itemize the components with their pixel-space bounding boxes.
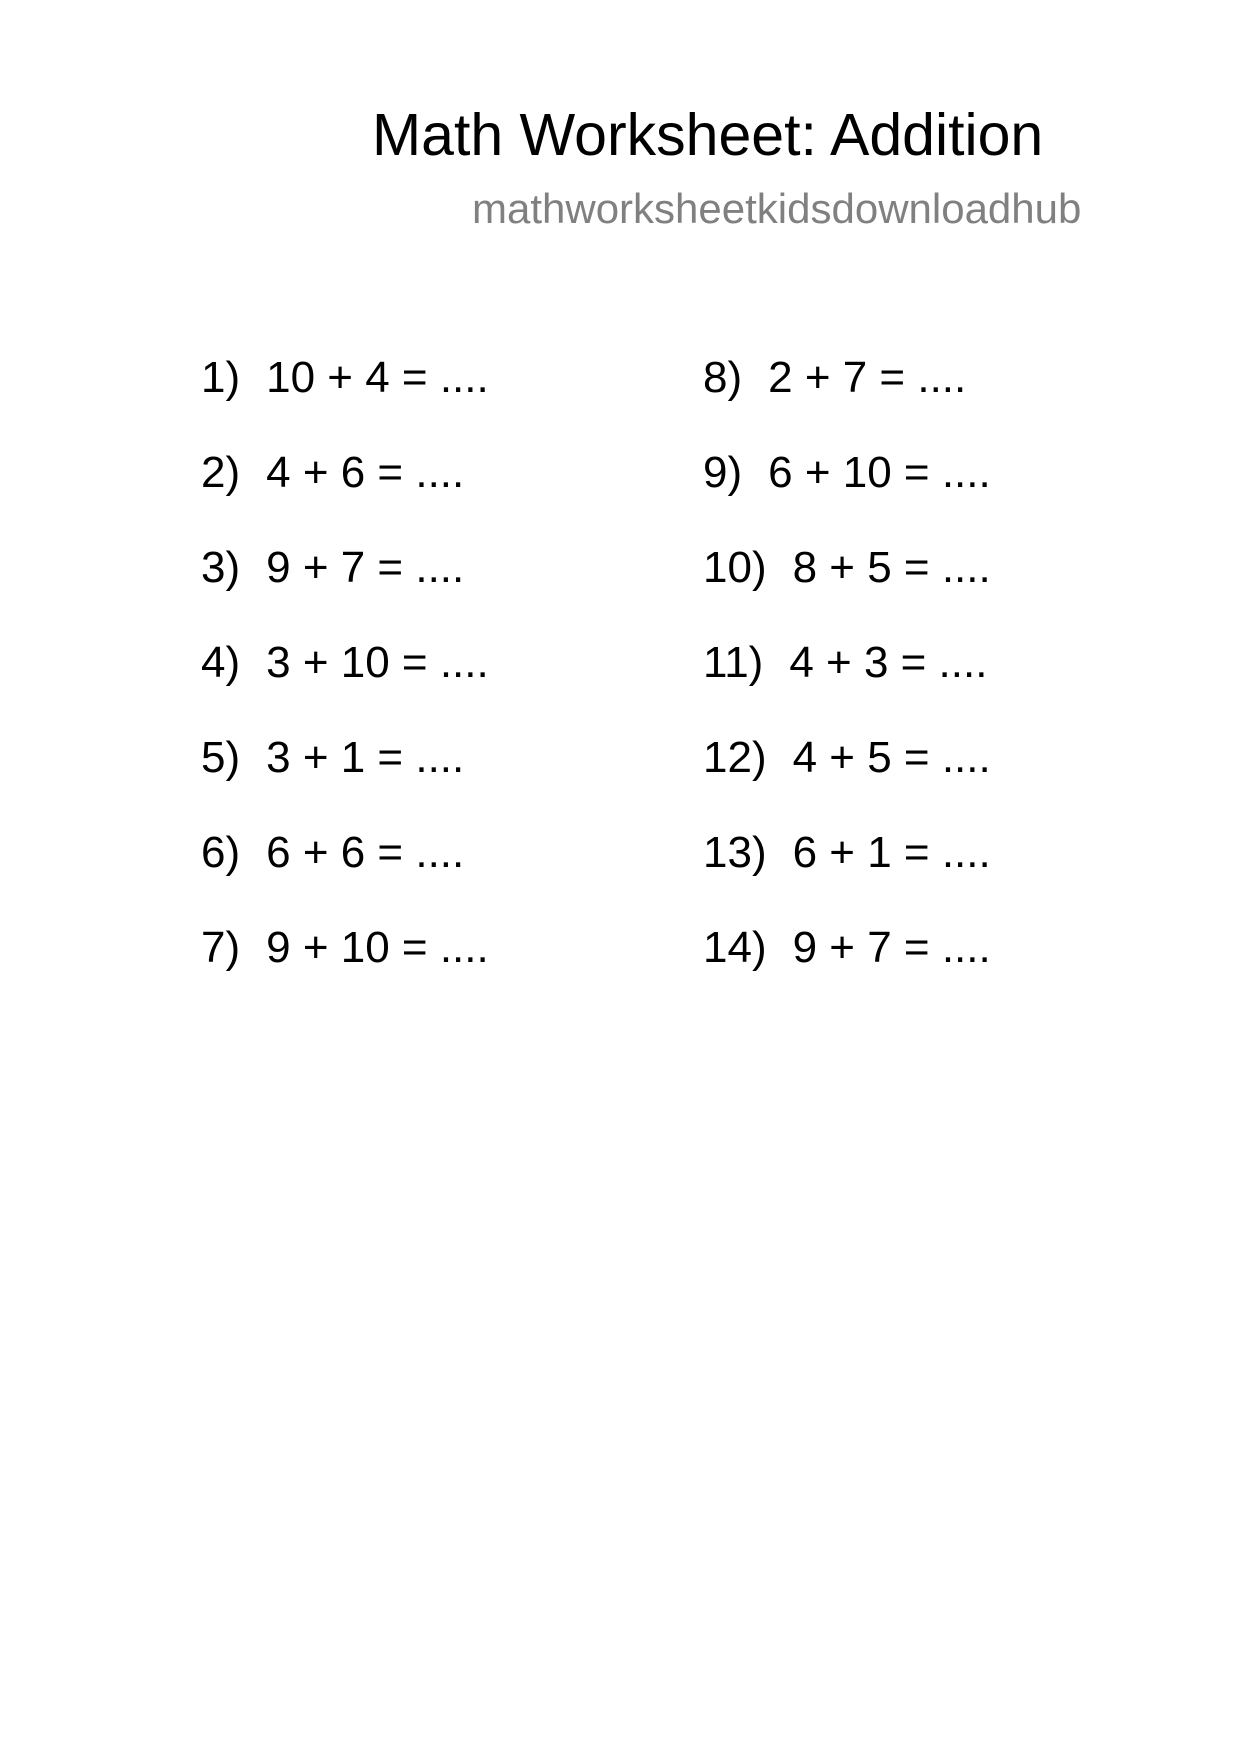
problem-item xyxy=(201,633,489,728)
problem-expression: 10 + 4 = .... xyxy=(266,353,489,402)
page-subtitle: mathworksheetkidsdownloadhub xyxy=(472,185,1082,232)
problem-expression: 6 + 6 = .... xyxy=(266,828,465,877)
problem-item xyxy=(703,443,991,538)
problem-expression: 6 + 10 = .... xyxy=(768,448,991,497)
problem-number: 4) xyxy=(201,638,241,687)
problem-expression: 9 + 10 = .... xyxy=(266,923,489,972)
problem-number: 14) xyxy=(703,923,767,972)
problem-item xyxy=(201,538,489,633)
problem-expression: 4 + 6 = .... xyxy=(266,448,465,497)
problem-number: 13) xyxy=(703,828,767,877)
problem-expression: 6 + 1 = .... xyxy=(792,828,991,877)
problem-item xyxy=(703,728,991,823)
problem-item xyxy=(703,633,991,728)
page-title: Math Worksheet: Addition xyxy=(372,102,1044,168)
problem-item xyxy=(201,348,489,443)
problem-number: 1) xyxy=(201,353,241,402)
problem-number: 6) xyxy=(201,828,241,877)
problem-number: 8) xyxy=(703,353,743,402)
problem-item xyxy=(703,823,991,918)
problem-item xyxy=(703,918,991,1013)
problem-expression: 8 + 5 = .... xyxy=(792,543,991,592)
problem-item xyxy=(201,918,489,1013)
problem-item xyxy=(201,728,489,823)
problem-item xyxy=(201,443,489,538)
problem-expression: 2 + 7 = .... xyxy=(768,353,967,402)
problem-number: 11) xyxy=(703,638,764,687)
problem-item xyxy=(201,823,489,918)
problem-expression: 9 + 7 = .... xyxy=(266,543,465,592)
problem-expression: 4 + 5 = .... xyxy=(792,733,991,782)
problem-number: 7) xyxy=(201,923,241,972)
problem-expression: 9 + 7 = .... xyxy=(792,923,991,972)
problem-number: 9) xyxy=(703,448,743,497)
problem-expression: 4 + 3 = .... xyxy=(789,638,988,687)
problem-number: 2) xyxy=(201,448,241,497)
right-problem-column xyxy=(703,348,991,1013)
left-problem-column xyxy=(201,348,489,1013)
problem-number: 5) xyxy=(201,733,241,782)
problem-number: 3) xyxy=(201,543,241,592)
problem-number: 10) xyxy=(703,543,767,592)
problem-number: 12) xyxy=(703,733,767,782)
problem-item xyxy=(703,538,991,633)
problem-expression: 3 + 1 = .... xyxy=(266,733,465,782)
problem-expression: 3 + 10 = .... xyxy=(266,638,489,687)
problem-item xyxy=(703,348,991,443)
